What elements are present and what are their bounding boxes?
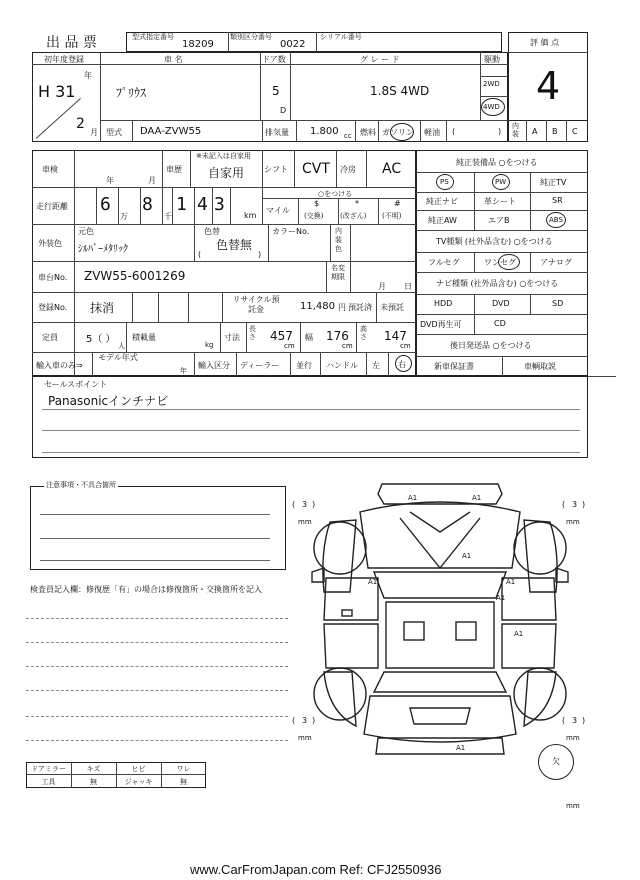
capacity-label: 定員 — [42, 333, 58, 342]
orig-color-value: ｼﾙﾊﾞｰﾒﾀﾘｯｸ — [78, 244, 128, 255]
inspector-label: 検査員記入欄：修復歴「有」の場合は修復箇所・交換箇所を記入 — [30, 585, 262, 594]
damage-mark-right-front-door: A1 — [506, 578, 516, 586]
legend-header-2: キズ — [86, 765, 101, 773]
navi-cd: CD — [494, 319, 506, 328]
mileage-digit-5: 3 — [214, 194, 225, 215]
docs-manual: 車輌取説 — [524, 362, 556, 371]
fuel-diesel: 軽油 — [424, 128, 440, 137]
width-unit: cm — [342, 342, 353, 350]
length-unit: cm — [284, 342, 295, 350]
first-reg-month-unit: 月 — [90, 128, 98, 137]
damage-mark-right-rear-door: A1 — [514, 630, 524, 638]
model-label: 型式 — [106, 128, 122, 137]
interior-label: 内装 — [512, 122, 519, 138]
navi-title: ナビ種類 (社外品含む) ○をつける — [436, 279, 559, 288]
repaint-label: 色替 — [204, 227, 220, 236]
meter-tampered-sub: (改ざん) — [340, 212, 367, 220]
equip-pw: PW — [495, 178, 507, 186]
caution-box — [30, 486, 286, 570]
tv-title: TV種類 (社外品含む) ○をつける — [436, 237, 553, 246]
reg-value: 抹消 — [90, 301, 115, 315]
handle-right: 右 — [398, 360, 406, 369]
width-value: 176 — [326, 329, 349, 343]
tyre-front-left-unit: mm — [298, 518, 312, 526]
tyre-front-right-bracket-close: ) — [582, 500, 586, 509]
tyre-front-right-bracket-open: ( — [562, 500, 566, 509]
type-no-label: 型式指定番号 — [132, 33, 174, 41]
inspection-month-unit: 月 — [148, 176, 156, 185]
meter-circle-note: ○をつける — [318, 190, 353, 198]
first-reg-label: 初年度登録 — [44, 55, 84, 64]
mileage-sen-unit: 千 — [164, 212, 172, 221]
equip-std-aw: 純正AW — [428, 216, 457, 225]
tyre-rear-right-unit: mm — [566, 734, 580, 742]
docs-warranty: 新車保証書 — [434, 362, 474, 371]
tyre-rear-right-bracket-close: ) — [582, 716, 586, 725]
damage-mark-front-bumper-left: A1 — [408, 494, 418, 502]
fuel-label: 燃料 — [360, 128, 376, 137]
equip-sr: SR — [552, 196, 563, 205]
import-type-label: 輸入区分 — [198, 361, 230, 370]
legend-header-1: ドアミラー — [31, 765, 66, 773]
displacement-unit: cc — [344, 132, 352, 140]
damage-mark-left-front-door: A1 — [368, 578, 378, 586]
tv-oneseg: ワンセグ — [484, 258, 516, 267]
serial-label: シリアル番号 — [320, 33, 362, 41]
length-label: 長さ — [249, 325, 256, 341]
height-value: 147 — [384, 329, 407, 343]
equip-airbag: エアB — [488, 216, 510, 225]
tyre-front-right-unit: mm — [566, 518, 580, 526]
legend-value-2: 無 — [90, 778, 97, 786]
tyre-front-left-bracket-close: ) — [312, 500, 316, 509]
mileage-digit-1: 6 — [100, 194, 111, 215]
score-value: 4 — [536, 64, 561, 108]
navi-dvd-player: DVD再生可 — [420, 320, 462, 329]
legend-header-4: ワレ — [176, 765, 191, 773]
car-body-diagram — [290, 472, 590, 772]
drive-4wd: 4WD — [483, 103, 500, 111]
tyre-rear-right-bracket-open: ( — [562, 716, 566, 725]
import-parallel: 並行 — [296, 361, 312, 370]
change-label: 名変期限 — [331, 264, 345, 281]
meter-exchange-sub: (交換) — [304, 212, 324, 220]
length-value: 457 — [270, 329, 293, 343]
mileage-man-unit: 万 — [120, 212, 128, 221]
height-label: 高さ — [360, 325, 367, 341]
docs-title: 後日発送品 ○をつける — [450, 341, 532, 350]
interior-c: C — [572, 127, 578, 136]
first-reg-month: 2 — [76, 116, 85, 132]
spare-tyre-missing: 欠 — [552, 757, 560, 766]
change-month: 月 — [378, 282, 386, 291]
interior-color-label: 内装色 — [335, 227, 342, 253]
aircon-value: AC — [382, 161, 402, 177]
mileage-label: 走行距離 — [36, 202, 68, 211]
tyre-front-right: 3 — [572, 500, 578, 509]
sales-point-box — [32, 376, 588, 458]
car-name: ﾌﾟﾘｳｽ — [116, 86, 147, 100]
inspection-label: 車検 — [42, 165, 58, 174]
orig-color-label: 元色 — [78, 227, 94, 236]
navi-hdd: HDD — [434, 299, 453, 308]
handle-left: 左 — [372, 361, 380, 370]
interior-a: A — [532, 127, 538, 136]
tyre-front-left: 3 — [302, 500, 308, 509]
mileage-digit-2: 8 — [142, 194, 153, 215]
caution-label: 注意事項・不具合箇所 — [46, 481, 116, 489]
model-year-label: モデル年式 — [98, 353, 138, 362]
history-label: 車歴 — [166, 165, 182, 174]
recycle-label: リサイクル預託金 — [232, 295, 280, 314]
import-label: 輸入車のみ⇒ — [36, 361, 83, 370]
equip-abs: ABS — [549, 216, 563, 224]
repaint-paren-open: ( — [198, 250, 202, 259]
first-reg-year: H 31 — [38, 82, 76, 101]
tyre-rear-left-unit: mm — [298, 734, 312, 742]
recycle-value: 11,480 — [300, 301, 335, 312]
damage-mark-hood: A1 — [462, 552, 472, 560]
displacement-label: 排気量 — [265, 128, 289, 137]
reg-label: 登録No. — [38, 303, 68, 312]
first-reg-year-unit: 年 — [84, 71, 92, 80]
handle-label: ハンドル — [326, 361, 358, 370]
chassis-value: ZVW55-6001269 — [84, 269, 186, 283]
legend-header-3: ヒビ — [131, 765, 146, 773]
class-no-value: 0022 — [280, 39, 306, 50]
meter-tampered: * — [355, 199, 359, 208]
dims-label: 寸法 — [224, 333, 240, 342]
fuel-paren-open: ( — [452, 127, 456, 136]
legend-value-1: 工具 — [41, 778, 56, 786]
spare-tyre-unit: mm — [566, 802, 580, 810]
aircon-label: 冷房 — [340, 165, 356, 174]
mileage-km-unit: km — [244, 211, 257, 220]
mileage-digit-3: 1 — [176, 194, 187, 215]
tv-fullseg: フルセグ — [428, 258, 460, 267]
height-unit: cm — [400, 342, 411, 350]
damage-mark-front-bumper-right: A1 — [472, 494, 482, 502]
sales-point-label: セールスポイント — [44, 380, 108, 389]
meter-exchange: $ — [314, 199, 320, 208]
tyre-rear-left-bracket-open: ( — [292, 716, 296, 725]
tyre-rear-left-bracket-close: ) — [312, 716, 316, 725]
width-label: 幅 — [305, 333, 313, 342]
import-dealer: ディーラー — [240, 361, 280, 370]
navi-sd: SD — [552, 299, 564, 308]
history-value: 自家用 — [208, 166, 245, 180]
damage-mark-rear-bumper: A1 — [456, 744, 466, 752]
navi-dvd: DVD — [492, 299, 510, 308]
tyre-rear-right: 3 — [572, 716, 578, 725]
shift-label: シフト — [264, 165, 288, 174]
grade-value: 1.8S 4WD — [370, 84, 430, 98]
meter-unknown-sub: (不明) — [382, 212, 402, 220]
car-name-label: 車 名 — [164, 55, 183, 64]
repaint-value: 色替無 — [216, 238, 253, 252]
sales-point-text: Panasonicインチナビ — [48, 394, 169, 408]
interior-b: B — [552, 127, 558, 136]
door-label: ドア数 — [262, 55, 286, 64]
footer-reference: www.CarFromJapan.com Ref: CFJ2550936 — [190, 862, 442, 877]
load-unit: kg — [205, 341, 214, 349]
shift-value: CVT — [302, 161, 330, 177]
sheet-title: 出 品 票 — [46, 35, 97, 51]
drive-2wd: 2WD — [483, 80, 500, 88]
fuel-paren-close: ) — [498, 127, 502, 136]
tyre-rear-left: 3 — [302, 716, 308, 725]
recycle-deposited: 預託済 — [348, 303, 372, 312]
color-no-label: カラーNo. — [272, 227, 310, 236]
tyre-front-left-bracket-open: ( — [292, 500, 296, 509]
recycle-unit: 円 — [338, 303, 346, 312]
std-equipment-title: 純正装備品 ○をつける — [456, 158, 538, 167]
grade-label: グ レ ー ド — [360, 55, 400, 64]
class-no-label: 類別区分番号 — [230, 33, 272, 41]
meter-mile: マイル — [266, 206, 290, 215]
capacity-value: 5（ ） — [86, 334, 116, 345]
equip-std-tv: 純正TV — [540, 178, 567, 187]
change-day: 日 — [404, 282, 412, 291]
model-year-unit: 年 — [180, 367, 187, 375]
drive-label: 駆動 — [484, 55, 500, 64]
door-type: D — [280, 106, 287, 115]
equip-leather: 革シート — [484, 197, 516, 206]
equip-std-navi: 純正ナビ — [426, 197, 458, 206]
chassis-label: 車台No. — [38, 273, 68, 282]
damage-mark-right-fender: A1 — [496, 594, 506, 602]
displacement-value: 1.800 — [310, 126, 339, 137]
repaint-paren-close: ) — [258, 250, 262, 259]
mileage-digit-4: 4 — [197, 194, 208, 215]
score-label: 評 価 点 — [530, 38, 560, 47]
model-value: DAA-ZVW55 — [140, 126, 202, 137]
tv-analog: アナログ — [540, 258, 572, 267]
fuel-gas: ガソリン — [382, 128, 414, 137]
history-note: ※未記入は自家用 — [196, 152, 251, 160]
recycle-not: 未預託 — [380, 303, 404, 312]
door-count: 5 — [272, 84, 280, 98]
equip-ps: PS — [440, 178, 449, 186]
load-label: 積載量 — [132, 333, 156, 342]
capacity-unit: 人 — [118, 342, 125, 350]
inspection-year-unit: 年 — [106, 176, 114, 185]
legend-value-4: 無 — [180, 778, 187, 786]
legend-value-3: ジャッキ — [124, 778, 153, 786]
meter-unknown: # — [394, 199, 401, 208]
color-label: 外装色 — [38, 239, 62, 248]
type-no-value: 18209 — [182, 39, 214, 50]
